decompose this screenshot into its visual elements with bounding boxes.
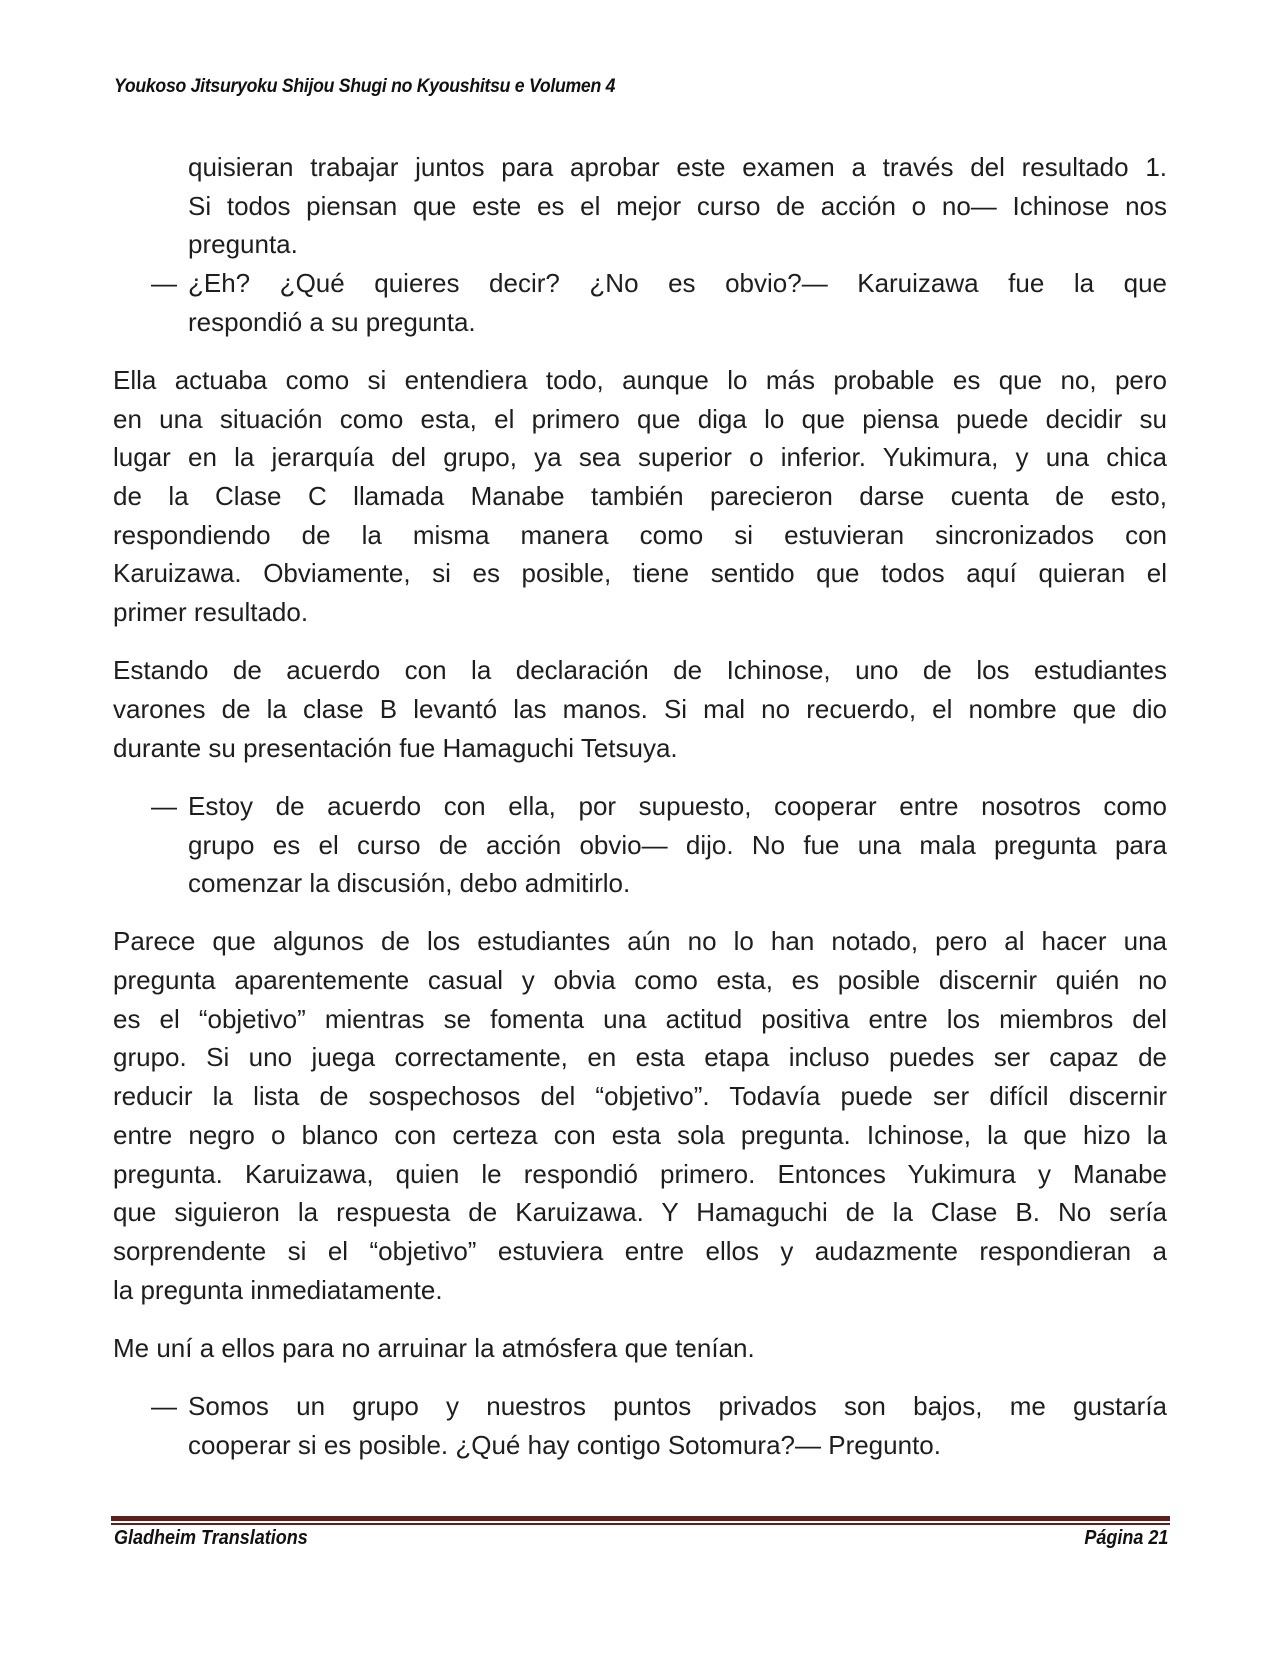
- text-line: respondió a su pregunta.: [188, 306, 476, 337]
- text-line: Karuizawa. Obviamente, si es posible, tiene sentido que todos aquí quieran el: [113, 558, 1167, 589]
- text-line: grupo es el curso de acción obvio— dijo. No fue una mala pregunta para: [188, 829, 1167, 860]
- footer-rule-thin: [111, 1523, 1170, 1525]
- paragraph: [113, 922, 1167, 1309]
- text-line: que siguieron la respuesta de Karuizawa. Y Hamaguchi de la Clase B. No sería: [113, 1197, 1167, 1228]
- text-line: Ella actuaba como si entendiera todo, aunque lo más probable es que no, pero: [113, 364, 1167, 395]
- paragraph: [113, 651, 1167, 767]
- running-header: Youkoso Jitsuryoku Shijou Shugi no Kyoushitsu e Volumen 4: [114, 76, 616, 97]
- dialogue-block: [113, 1387, 1167, 1464]
- text-line: entre negro o blanco con certeza con esta sola pregunta. Ichinose, la que hizo la: [113, 1119, 1167, 1150]
- text-line: cooperar si es posible. ¿Qué hay contigo Sotomura?— Pregunto.: [188, 1429, 941, 1460]
- text-line: en una situación como esta, el primero que diga lo que piensa puede decidir su: [113, 403, 1167, 434]
- text-line: la pregunta inmediatamente.: [113, 1274, 443, 1305]
- text-line: ¿Eh? ¿Qué quieres decir? ¿No es obvio?— Karuizawa fue la que: [188, 268, 1167, 299]
- text-line: Me uní a ellos para no arruinar la atmósfera que tenían.: [113, 1332, 755, 1363]
- footer-rule: [111, 1516, 1170, 1521]
- text-line: varones de la clase B levantó las manos. Si mal no recuerdo, el nombre que dio: [113, 693, 1167, 724]
- text-line: pregunta aparentemente casual y obvia como esta, es posible discernir quién no: [113, 965, 1167, 996]
- dialogue-block: [113, 787, 1167, 903]
- paragraph: [113, 361, 1167, 632]
- dialogue-dash: —: [151, 1390, 177, 1421]
- text-line: de la Clase C llamada Manabe también parecieron darse cuenta de esto,: [113, 481, 1167, 511]
- text-line: es el “objetivo” mientras se fomenta una actitud positiva entre los miembros del: [113, 1003, 1167, 1034]
- dialogue-block: [113, 264, 1167, 341]
- text-line: durante su presentación fue Hamaguchi Tetsuya.: [113, 732, 678, 763]
- text-line: reducir la lista de sospechosos del “objetivo”. Todavía puede ser difícil discernir: [113, 1081, 1167, 1112]
- text-line: Si todos piensan que este es el mejor curso de acción o no— Ichinose nos: [188, 190, 1167, 221]
- text-line: grupo. Si uno juega correctamente, en esta etapa incluso puedes ser capaz de: [113, 1042, 1167, 1073]
- footer-page-number: Página 21: [1083, 1527, 1168, 1549]
- text-line: respondiendo de la misma manera como si estuvieran sincronizados con: [113, 519, 1167, 550]
- text-line: Somos un grupo y nuestros puntos privados son bajos, me gustaría: [188, 1390, 1167, 1421]
- footer-translator: Gladheim Translations: [114, 1527, 308, 1549]
- paragraph: [113, 1329, 1167, 1368]
- text-line: quisieran trabajar juntos para aprobar este examen a través del resultado 1.: [188, 152, 1167, 182]
- text-line: sorprendente si el “objetivo” estuviera entre ellos y audazmente respondieran a: [113, 1235, 1167, 1266]
- text-line: Estando de acuerdo con la declaración de Ichinose, uno de los estudiantes: [113, 655, 1167, 686]
- dialogue-block: [113, 148, 1167, 264]
- text-line: Parece que algunos de los estudiantes aún no lo han notado, pero al hacer una: [113, 926, 1167, 957]
- text-line: comenzar la discusión, debo admitirlo.: [188, 868, 631, 899]
- text-line: Estoy de acuerdo con ella, por supuesto, cooperar entre nosotros como: [188, 790, 1167, 821]
- dialogue-dash: —: [151, 790, 177, 821]
- text-line: pregunta. Karuizawa, quien le respondió primero. Entonces Yukimura y Manabe: [113, 1158, 1167, 1189]
- page-body: [113, 148, 1167, 1484]
- dialogue-dash: —: [151, 268, 177, 299]
- text-line: pregunta.: [188, 229, 298, 260]
- text-line: lugar en la jerarquía del grupo, ya sea superior o inferior. Yukimura, y una chica: [113, 442, 1167, 473]
- text-line: primer resultado.: [113, 597, 309, 628]
